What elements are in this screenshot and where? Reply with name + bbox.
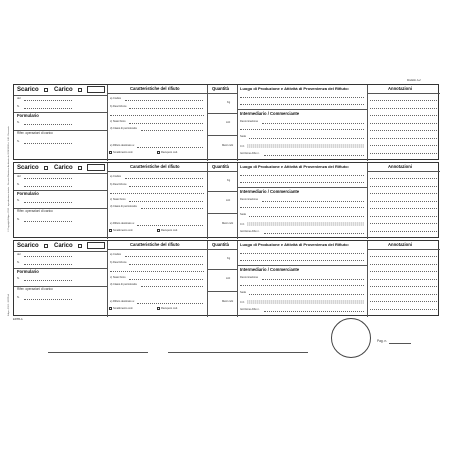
del-label: del — [17, 253, 21, 256]
row-line — [107, 171, 207, 172]
carico-checkbox[interactable] — [78, 166, 82, 170]
model-code: Modello A-2 — [407, 79, 421, 82]
smaltimento-label: Smaltimento cod. — [113, 150, 134, 154]
formulario-n-label: N. — [17, 121, 20, 124]
iscrizione-label: Iscrizione Albo n. — [240, 230, 260, 233]
row-line — [207, 135, 237, 136]
cf-label: C.F. — [240, 145, 245, 148]
column-divider — [107, 163, 108, 239]
recupero-checkbox[interactable] — [157, 151, 160, 154]
recupero-checkbox[interactable] — [157, 229, 160, 232]
sede-field[interactable] — [249, 216, 364, 217]
column-divider — [107, 241, 108, 317]
annotazioni-line[interactable] — [370, 294, 437, 295]
denominazione-label: Denominazione — [240, 120, 259, 123]
metri-label: Metri cubi — [222, 222, 234, 225]
formulario-label: Formulario — [17, 113, 39, 118]
luogo-field-2[interactable] — [240, 182, 364, 183]
row-line — [367, 249, 440, 250]
metri-label: Metri cubi — [222, 300, 234, 303]
descrizione-label: b) Descrizione — [110, 105, 127, 108]
descrizione-field[interactable] — [129, 186, 203, 187]
destinato-field[interactable] — [137, 147, 203, 148]
kg-label: Kg — [227, 179, 231, 182]
rifer-field[interactable] — [24, 143, 72, 144]
row-line — [107, 93, 207, 94]
carico-label: Carico — [54, 243, 73, 249]
cf-boxes[interactable] — [247, 144, 364, 148]
n-label: N. — [17, 105, 20, 108]
rifer-field[interactable] — [24, 221, 72, 222]
recupero-label: Recupero cod. — [161, 306, 178, 310]
iscrizione-label: Iscrizione Albo n. — [240, 308, 260, 311]
column-divider — [367, 241, 368, 317]
formulario-number-field[interactable] — [24, 280, 72, 281]
kg-label: Kg — [227, 101, 231, 104]
descrizione-label: b) Descrizione — [110, 261, 127, 264]
descrizione-field[interactable] — [129, 108, 203, 109]
classi-label: d) Classi di pericolosità — [110, 283, 137, 286]
signature-line-2 — [168, 352, 308, 353]
annotazioni-line[interactable] — [370, 115, 437, 116]
formulario-label: Formulario — [17, 269, 39, 274]
annotazioni-line[interactable] — [370, 193, 437, 194]
annotazioni-line[interactable] — [370, 201, 437, 202]
annotazioni-line[interactable] — [370, 279, 437, 280]
carico-label: Carico — [54, 165, 73, 171]
smaltimento-checkbox[interactable] — [109, 307, 112, 310]
formulario-n-label: N. — [17, 277, 20, 280]
annotazioni-line[interactable] — [370, 186, 437, 187]
caratteristiche-title: Caratteristiche del rifiuto — [130, 164, 180, 169]
denominazione-label: Denominazione — [240, 198, 259, 201]
register-section — [13, 162, 439, 238]
column-divider — [107, 85, 108, 161]
sede-label: Sede — [240, 213, 247, 216]
classi-field[interactable] — [141, 286, 203, 287]
column-divider — [207, 241, 208, 317]
page-number-line — [389, 343, 411, 344]
descrizione-field-2[interactable] — [110, 271, 204, 272]
row-line — [237, 187, 367, 188]
codice-label: a) Codice — [110, 97, 122, 100]
annotazioni-line[interactable] — [370, 208, 437, 209]
scarico-label: Scarico — [17, 243, 39, 249]
n-label: N. — [17, 183, 20, 186]
codice-field[interactable] — [125, 256, 203, 257]
scarico-checkbox[interactable] — [44, 166, 48, 170]
section-number-box[interactable] — [87, 164, 105, 171]
descrizione-field-2[interactable] — [110, 115, 204, 116]
del-date-field[interactable] — [24, 178, 72, 179]
luogo-field-1[interactable] — [240, 253, 364, 254]
register-section — [13, 240, 439, 316]
row-line — [207, 213, 237, 214]
recupero-label: Recupero cod. — [161, 150, 178, 154]
sede-label: Sede — [240, 291, 247, 294]
annotazioni-line[interactable] — [370, 264, 437, 265]
stato-fisico-field[interactable] — [129, 279, 203, 280]
descrizione-label: b) Descrizione — [110, 183, 127, 186]
sede-label: Sede — [240, 135, 247, 138]
del-label: del — [17, 175, 21, 178]
column-divider — [237, 85, 238, 161]
formulario-label: Formulario — [17, 191, 39, 196]
rifer-n-label: N. — [17, 296, 20, 299]
annotazioni-line[interactable] — [370, 223, 437, 224]
row-line — [107, 249, 207, 250]
row-line — [207, 191, 237, 192]
register-form — [13, 84, 439, 316]
descrizione-field-2[interactable] — [110, 193, 204, 194]
section-number-box[interactable] — [87, 86, 105, 93]
intermediario-title: Intermediario / Commerciante — [240, 267, 300, 272]
denominazione-label: Denominazione — [240, 276, 259, 279]
denominazione-field[interactable] — [262, 279, 364, 280]
luogo-title: Luogo di Produzione e Attività di Provenienza del Rifiuto: — [240, 242, 349, 247]
cf-boxes[interactable] — [247, 300, 364, 304]
luogo-field-1[interactable] — [240, 97, 364, 98]
smaltimento-checkbox[interactable] — [109, 151, 112, 154]
page-label: Pag. n. — [377, 339, 388, 343]
column-divider — [367, 85, 368, 161]
rifer-field[interactable] — [24, 299, 72, 300]
del-date-field[interactable] — [24, 256, 72, 257]
column-divider — [367, 163, 368, 239]
side-copyright: © Copyright Edipro 2013 - riproduzione vietata - Decreto Ministero Ambiente del 1/04/1998 n° 148 - Riservato — [8, 126, 10, 232]
kg-label: Kg — [227, 257, 231, 260]
stato-fisico-field[interactable] — [129, 123, 203, 124]
luogo-title: Luogo di Produzione e Attività di Provenienza del Rifiuto: — [240, 164, 349, 169]
quantita-title: Quantità — [212, 242, 229, 247]
row-line — [237, 265, 367, 266]
classi-field[interactable] — [141, 130, 203, 131]
rifer-label: Rifer. operazioni di carico — [17, 209, 53, 213]
denominazione-field-2[interactable] — [240, 207, 364, 208]
annotazioni-line[interactable] — [370, 178, 437, 179]
section-number-box[interactable] — [87, 242, 105, 249]
litri-label: Litri — [226, 199, 231, 202]
carico-label: Carico — [54, 87, 73, 93]
luogo-title: Luogo di Produzione e Attività di Provenienza del Rifiuto: — [240, 86, 349, 91]
row-line — [207, 249, 237, 250]
denominazione-field-2[interactable] — [240, 285, 364, 286]
stamp-circle — [331, 318, 371, 358]
annotazioni-line[interactable] — [370, 130, 437, 131]
annotazioni-line[interactable] — [370, 216, 437, 217]
column-divider — [207, 163, 208, 239]
codice-field[interactable] — [125, 178, 203, 179]
number-field[interactable] — [24, 186, 72, 187]
annotazioni-line[interactable] — [370, 153, 437, 154]
smaltimento-label: Smaltimento cod. — [113, 228, 134, 232]
number-field[interactable] — [24, 264, 72, 265]
iscrizione-field[interactable] — [264, 155, 364, 156]
codice-label: a) Codice — [110, 175, 122, 178]
row-line — [207, 113, 237, 114]
annotazioni-line[interactable] — [370, 138, 437, 139]
denominazione-field[interactable] — [262, 201, 364, 202]
intermediario-title: Intermediario / Commerciante — [240, 189, 300, 194]
luogo-field-2[interactable] — [240, 260, 364, 261]
destinato-field[interactable] — [137, 303, 203, 304]
destinato-label: e) Rifiuto destinato a: — [110, 222, 135, 225]
caratteristiche-title: Caratteristiche del rifiuto — [130, 242, 180, 247]
row-line — [14, 173, 107, 174]
formulario-number-field[interactable] — [24, 202, 72, 203]
signature-line-1 — [48, 352, 148, 353]
classi-label: d) Classi di pericolosità — [110, 205, 137, 208]
stato-fisico-label: c) Stato fisico — [110, 120, 126, 123]
rifer-label: Rifer. operazioni di carico — [17, 287, 53, 291]
annotazioni-line[interactable] — [370, 271, 437, 272]
annotazioni-line[interactable] — [370, 286, 437, 287]
row-line — [207, 93, 237, 94]
row-line — [207, 291, 237, 292]
luogo-field-2[interactable] — [240, 104, 364, 105]
stato-fisico-field[interactable] — [129, 201, 203, 202]
annotazioni-line[interactable] — [370, 256, 437, 257]
annotazioni-line[interactable] — [370, 301, 437, 302]
cf-boxes[interactable] — [247, 222, 364, 226]
scarico-checkbox[interactable] — [44, 244, 48, 248]
annotazioni-line[interactable] — [370, 100, 437, 101]
quantita-title: Quantità — [212, 164, 229, 169]
column-divider — [237, 241, 238, 317]
number-field[interactable] — [24, 108, 72, 109]
denominazione-field[interactable] — [262, 123, 364, 124]
row-line — [14, 95, 107, 96]
smaltimento-label: Smaltimento cod. — [113, 306, 134, 310]
classi-label: d) Classi di pericolosità — [110, 127, 137, 130]
smaltimento-checkbox[interactable] — [109, 229, 112, 232]
recupero-checkbox[interactable] — [157, 307, 160, 310]
intermediario-title: Intermediario / Commerciante — [240, 111, 300, 116]
rifer-label: Rifer. operazioni di carico — [17, 131, 53, 135]
annotazioni-line[interactable] — [370, 123, 437, 124]
row-line — [207, 269, 237, 270]
stato-fisico-label: c) Stato fisico — [110, 198, 126, 201]
codice-field[interactable] — [125, 100, 203, 101]
stato-fisico-label: c) Stato fisico — [110, 276, 126, 279]
codice-label: a) Codice — [110, 253, 122, 256]
sede-field[interactable] — [249, 138, 364, 139]
recupero-label: Recupero cod. — [161, 228, 178, 232]
caratteristiche-title: Caratteristiche del rifiuto — [130, 86, 180, 91]
annotazioni-title: Annotazioni — [388, 242, 412, 247]
row-line — [207, 171, 237, 172]
quantita-title: Quantità — [212, 86, 229, 91]
cf-label: C.F. — [240, 223, 245, 226]
row-line — [237, 109, 367, 110]
descrizione-field[interactable] — [129, 264, 203, 265]
iscrizione-field[interactable] — [264, 233, 364, 234]
n-label: N. — [17, 261, 20, 264]
register-section — [13, 84, 439, 160]
rifer-n-label: N. — [17, 140, 20, 143]
destinato-label: e) Rifiuto destinato a: — [110, 300, 135, 303]
luogo-field-1[interactable] — [240, 175, 364, 176]
column-divider — [237, 163, 238, 239]
litri-label: Litri — [226, 121, 231, 124]
sede-field[interactable] — [249, 294, 364, 295]
denominazione-field-2[interactable] — [240, 129, 364, 130]
del-date-field[interactable] — [24, 100, 72, 101]
destinato-label: e) Rifiuto destinato a: — [110, 144, 135, 147]
scarico-label: Scarico — [17, 87, 39, 93]
annotazioni-title: Annotazioni — [388, 164, 412, 169]
litri-label: Litri — [226, 277, 231, 280]
metri-label: Metri cubi — [222, 144, 234, 147]
rifer-n-label: N. — [17, 218, 20, 221]
carico-checkbox[interactable] — [78, 88, 82, 92]
side-publisher: Edipro 2013 - EP/85-A — [8, 294, 10, 316]
classi-field[interactable] — [141, 208, 203, 209]
scarico-label: Scarico — [17, 165, 39, 171]
del-label: del — [17, 97, 21, 100]
iscrizione-field[interactable] — [264, 311, 364, 312]
column-divider — [207, 85, 208, 161]
row-line — [367, 171, 440, 172]
scarico-checkbox[interactable] — [44, 88, 48, 92]
iscrizione-label: Iscrizione Albo n. — [240, 152, 260, 155]
destinato-field[interactable] — [137, 225, 203, 226]
formulario-number-field[interactable] — [24, 124, 72, 125]
carico-checkbox[interactable] — [78, 244, 82, 248]
annotazioni-line[interactable] — [370, 145, 437, 146]
row-line — [367, 93, 440, 94]
annotazioni-title: Annotazioni — [388, 86, 412, 91]
footer-code: EP/85-A — [13, 318, 23, 321]
row-line — [14, 251, 107, 252]
annotazioni-line[interactable] — [370, 231, 437, 232]
annotazioni-line[interactable] — [370, 309, 437, 310]
cf-label: C.F. — [240, 301, 245, 304]
annotazioni-line[interactable] — [370, 108, 437, 109]
formulario-n-label: N. — [17, 199, 20, 202]
